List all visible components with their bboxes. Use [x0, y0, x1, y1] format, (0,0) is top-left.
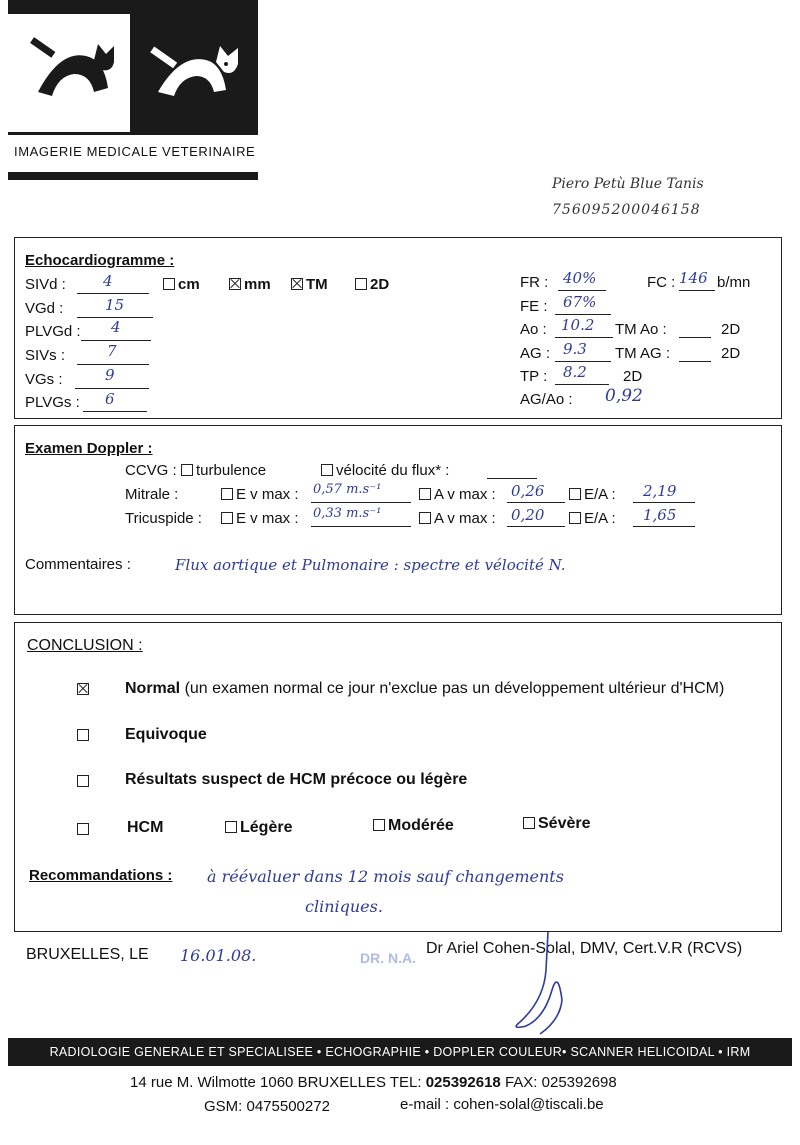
tp-2d-label: 2D	[623, 368, 643, 385]
echo-title: Echocardiogramme :	[25, 252, 175, 269]
normal-label: Normal	[125, 680, 181, 697]
mitrale-e-label: E v max :	[236, 486, 299, 503]
recommandations-line1: à réévaluer dans 12 mois sauf changements	[207, 867, 564, 886]
tricuspide-e-value: 0,33 m.s⁻¹	[313, 506, 382, 521]
ao-tm-label: TM Ao :	[615, 321, 667, 338]
conclusion-title: CONCLUSION :	[27, 637, 143, 654]
tricuspide-ea-checkbox[interactable]	[569, 512, 581, 524]
mm-label: mm	[244, 276, 271, 293]
tp-label: TP :	[520, 368, 548, 385]
comments-label: Commentaires :	[25, 556, 131, 573]
doctor-name: Dr Ariel Cohen-Solal, DMV, Cert.V.R (RCVS)	[426, 940, 743, 957]
velocite-checkbox[interactable]	[321, 464, 333, 476]
mitrale-ea-label: E/A :	[584, 486, 616, 503]
signature-scribble	[500, 930, 580, 1040]
services-bar: RADIOLOGIE GENERALE ET SPECIALISEE • ECHOGRAPHIE • DOPPLER COULEUR• SCANNER HELICOIDAL • IRM	[8, 1038, 792, 1066]
fe-label: FE :	[520, 298, 548, 315]
mitrale-label: Mitrale :	[125, 486, 179, 503]
footer-email[interactable]: e-mail : cohen-solal@tiscali.be	[400, 1096, 604, 1113]
cm-label: cm	[178, 276, 200, 293]
footer-address: 14 rue M. Wilmotte 1060 BRUXELLES TEL: 025392618 FAX: 025392698	[130, 1074, 617, 1091]
tricuspide-e-label: E v max :	[236, 510, 299, 527]
footer-fax: 025392698	[541, 1074, 617, 1091]
vgd-label: VGd :	[25, 300, 64, 317]
tm-checkbox[interactable]	[291, 278, 303, 290]
logo-text: IMAGERIE MEDICALE VETERINAIRE	[14, 144, 256, 159]
tp-value: 8.2	[563, 363, 587, 381]
doctor-stamp	[360, 952, 520, 1022]
tm-label: TM	[306, 276, 328, 293]
recommandations-label: Recommandations :	[29, 867, 173, 884]
conclusion-section	[14, 622, 782, 932]
severe-label: Sévère	[538, 815, 591, 832]
fe-value: 67%	[563, 293, 597, 311]
patient-name: Piero Petù Blue Tanis	[552, 176, 704, 192]
recommandations-line2: cliniques.	[305, 897, 383, 916]
tricuspide-label: Tricuspide :	[125, 510, 202, 527]
suspect-label: Résultats suspect de HCM précoce ou légère	[125, 771, 468, 788]
plvgs-value: 6	[105, 390, 115, 408]
tricuspide-a-label: A v max :	[434, 510, 496, 527]
hcm-label: HCM	[127, 819, 164, 836]
vgd-value: 15	[105, 296, 125, 314]
mitrale-e-value: 0,57 m.s⁻¹	[313, 482, 382, 497]
mitrale-e-checkbox[interactable]	[221, 488, 233, 500]
plvgd-value: 4	[111, 318, 121, 336]
ag-value: 9.3	[563, 340, 587, 358]
logo-divider	[8, 172, 258, 180]
severe-checkbox[interactable]	[523, 817, 535, 829]
agao-value: 0,92	[605, 386, 643, 406]
cm-checkbox[interactable]	[163, 278, 175, 290]
tricuspide-ea-label: E/A :	[584, 510, 616, 527]
footer-tel: 025392618	[425, 1074, 501, 1091]
normal-checkbox[interactable]	[77, 683, 89, 695]
sivs-label: SIVs :	[25, 347, 66, 364]
plvgd-label: PLVGd :	[25, 323, 81, 340]
mm-checkbox[interactable]	[229, 278, 241, 290]
moderee-checkbox[interactable]	[373, 819, 385, 831]
fr-value: 40%	[563, 269, 597, 287]
2d-checkbox[interactable]	[355, 278, 367, 290]
ag-tm-label: TM AG :	[615, 345, 671, 362]
mitrale-a-value: 0,26	[511, 482, 545, 500]
sivs-value: 7	[107, 342, 117, 360]
mitrale-a-checkbox[interactable]	[419, 488, 431, 500]
cat-logo	[8, 0, 258, 135]
turbulence-label: turbulence	[196, 462, 267, 479]
mitrale-ea-checkbox[interactable]	[569, 488, 581, 500]
moderee-label: Modérée	[388, 817, 454, 834]
ao-value: 10.2	[561, 316, 595, 334]
tricuspide-e-checkbox[interactable]	[221, 512, 233, 524]
echo-section	[14, 237, 782, 419]
city-label: BRUXELLES, LE	[26, 946, 149, 963]
velocite-label: vélocité du flux* :	[336, 462, 450, 479]
suspect-checkbox[interactable]	[77, 775, 89, 787]
fc-unit: b/mn	[717, 274, 751, 291]
mitrale-a-label: A v max :	[434, 486, 496, 503]
doppler-section	[14, 425, 782, 615]
plvgs-label: PLVGs :	[25, 394, 80, 411]
sivd-value: 4	[103, 272, 113, 290]
legere-label: Légère	[240, 819, 293, 836]
sivd-label: SIVd :	[25, 276, 66, 293]
normal-note: (un examen normal ce jour n'exclue pas un développement ultérieur d'HCM)	[184, 680, 725, 697]
vgs-value: 9	[105, 366, 115, 384]
stamp-name: DR. N.A.	[360, 950, 416, 966]
ag-2d-label: 2D	[721, 345, 741, 362]
ccvg-label: CCVG :	[125, 462, 177, 479]
mitrale-ea-value: 2,19	[643, 482, 677, 500]
legere-checkbox[interactable]	[225, 821, 237, 833]
vgs-label: VGs :	[25, 371, 63, 388]
fc-label: FC :	[647, 274, 676, 291]
fr-label: FR :	[520, 274, 549, 291]
tricuspide-a-value: 0,20	[511, 506, 545, 524]
ag-label: AG :	[520, 345, 551, 362]
comments-value: Flux aortique et Pulmonaire : spectre et vélocité N.	[175, 556, 566, 574]
signature-date: 16.01.08.	[180, 946, 257, 965]
fc-value: 146	[679, 269, 708, 287]
ao-label: Ao :	[520, 321, 547, 338]
2d-label: 2D	[370, 276, 390, 293]
agao-label: AG/Ao :	[520, 391, 573, 408]
doppler-title: Examen Doppler :	[25, 440, 153, 457]
equivoque-checkbox[interactable]	[77, 729, 89, 741]
ao-2d-label: 2D	[721, 321, 741, 338]
cat-logo-icon	[8, 0, 258, 135]
tricuspide-a-checkbox[interactable]	[419, 512, 431, 524]
tricuspide-ea-value: 1,65	[643, 506, 677, 524]
footer-gsm: GSM: 0475500272	[204, 1098, 330, 1115]
hcm-checkbox[interactable]	[77, 823, 89, 835]
turbulence-checkbox[interactable]	[181, 464, 193, 476]
equivoque-label: Equivoque	[125, 726, 207, 743]
patient-id: 756095200046158	[552, 202, 701, 218]
